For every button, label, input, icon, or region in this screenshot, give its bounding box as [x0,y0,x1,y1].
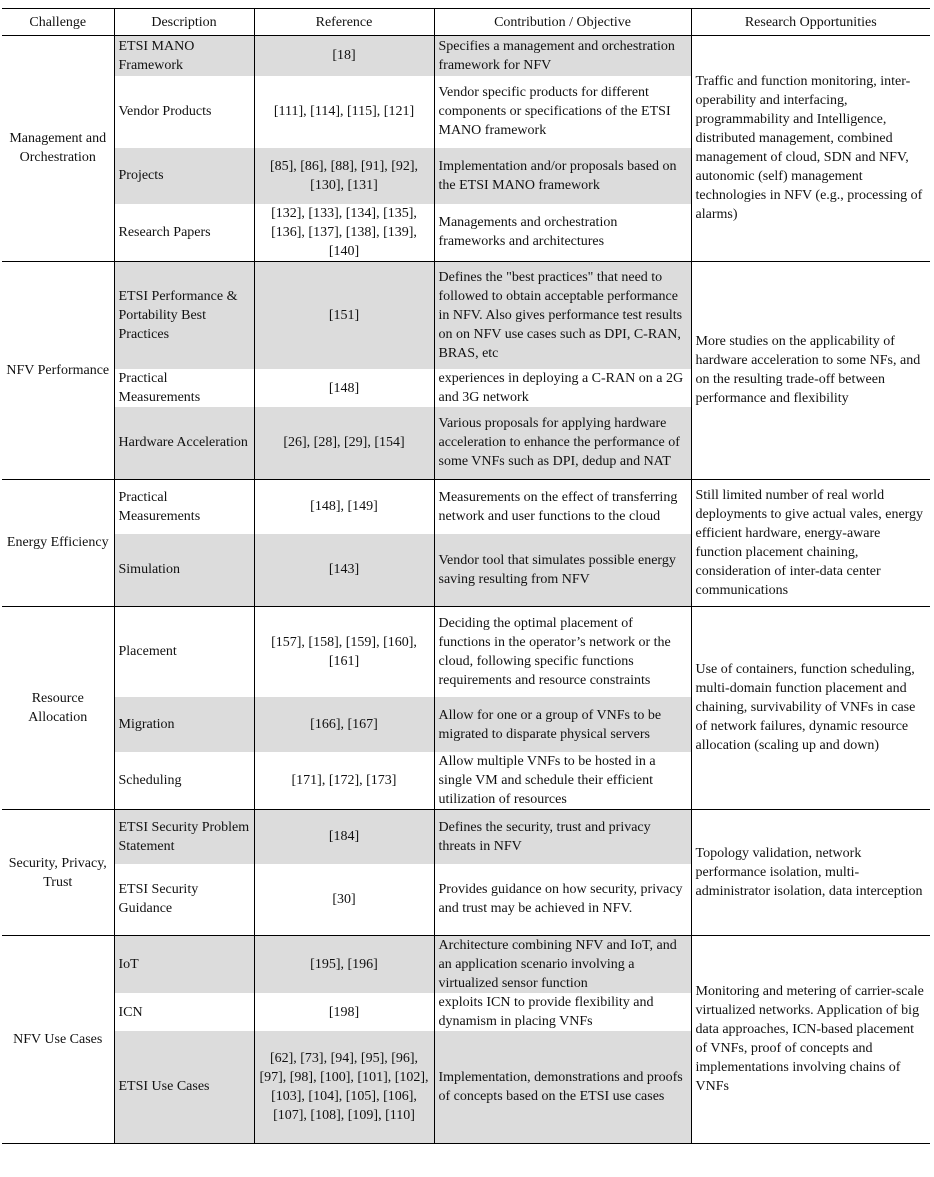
description-cell: ETSI Security Guidance [114,864,254,936]
description-cell: ETSI Security Problem Statement [114,810,254,864]
reference-cell: [166], [167] [254,697,434,752]
description-cell: Practical Measurements [114,479,254,534]
contribution-cell: experiences in deploying a C-RAN on a 2G and 3G network [434,369,691,407]
description-cell: Hardware Acceleration [114,407,254,479]
research-table-container [2,8,930,1144]
contribution-cell: Defines the security, trust and privacy threats in NFV [434,810,691,864]
contribution-cell: Vendor tool that simulates possible energy saving resulting from NFV [434,534,691,606]
opportunities-cell: Topology validation, network performance isolation, multi-administrator isolation, data interception [691,810,930,936]
reference-cell: [195], [196] [254,936,434,994]
nfv-challenges-table [2,8,930,1144]
header-challenge: Challenge [2,9,114,36]
description-cell: IoT [114,936,254,994]
reference-cell: [62], [73], [94], [95], [96], [97], [98], [100], [101], [102], [103], [104], [105], [106], [107], [108], [109], [110] [254,1031,434,1143]
opportunities-cell: More studies on the applicability of hardware acceleration to some NFs, and on the resulting trade-off between performance and flexibility [691,261,930,479]
table-row [2,261,930,369]
reference-cell: [184] [254,810,434,864]
contribution-cell: Implementation and/or proposals based on the ETSI MANO framework [434,148,691,204]
reference-cell: [26], [28], [29], [154] [254,407,434,479]
opportunities-cell: Use of containers, function scheduling, multi-domain function placement and chaining, survivability of VNFs in case of network failures, dynamic resource allocation (scaling up and down) [691,606,930,810]
table-row [2,606,930,697]
reference-cell: [18] [254,36,434,76]
challenge-cell: NFV Use Cases [2,936,114,1144]
description-cell: Simulation [114,534,254,606]
contribution-cell: Architecture combining NFV and IoT, and an application scenario involving a virtualized sensor function [434,936,691,994]
header-contribution: Contribution / Objective [434,9,691,36]
description-cell: Projects [114,148,254,204]
challenge-cell: Resource Allocation [2,606,114,810]
contribution-cell: Managements and orchestration frameworks and architectures [434,204,691,262]
description-cell: Placement [114,606,254,697]
contribution-cell: exploits ICN to provide flexibility and dynamism in placing VNFs [434,993,691,1031]
reference-cell: [148], [149] [254,479,434,534]
reference-cell: [30] [254,864,434,936]
description-cell: ETSI Performance & Portability Best Practices [114,261,254,369]
header-description: Description [114,9,254,36]
table-row [2,810,930,864]
contribution-cell: Defines the "best practices" that need to followed to obtain acceptable performance in NFV. Also gives performance test results on on NFV use cases such as DPI, C-RAN, BRAS, etc [434,261,691,369]
reference-cell: [151] [254,261,434,369]
challenge-cell: Management and Orchestration [2,36,114,262]
description-cell: Scheduling [114,752,254,810]
contribution-cell: Specifies a management and orchestration framework for NFV [434,36,691,76]
description-cell: ETSI Use Cases [114,1031,254,1143]
reference-cell: [132], [133], [134], [135], [136], [137], [138], [139], [140] [254,204,434,262]
challenge-cell: Security, Privacy, Trust [2,810,114,936]
opportunities-cell: Monitoring and metering of carrier-scale virtualized networks. Application of big data approaches, ICN-based placement of VNFs, proof of concepts and implementations involving chains of VNFs [691,936,930,1144]
challenge-cell: Energy Efficiency [2,479,114,606]
reference-cell: [148] [254,369,434,407]
table-row [2,936,930,994]
header-reference: Reference [254,9,434,36]
contribution-cell: Allow multiple VNFs to be hosted in a single VM and schedule their efficient utilization of resources [434,752,691,810]
reference-cell: [111], [114], [115], [121] [254,76,434,148]
reference-cell: [198] [254,993,434,1031]
contribution-cell: Measurements on the effect of transferring network and user functions to the cloud [434,479,691,534]
description-cell: Research Papers [114,204,254,262]
opportunities-cell: Still limited number of real world deployments to give actual vales, energy efficient hardware, energy-aware function placement chaining, consideration of inter-data center communications [691,479,930,606]
description-cell: ETSI MANO Framework [114,36,254,76]
table-row [2,479,930,534]
contribution-cell: Provides guidance on how security, privacy and trust may be achieved in NFV. [434,864,691,936]
reference-cell: [157], [158], [159], [160], [161] [254,606,434,697]
description-cell: Practical Measurements [114,369,254,407]
reference-cell: [85], [86], [88], [91], [92], [130], [131] [254,148,434,204]
contribution-cell: Implementation, demonstrations and proofs of concepts based on the ETSI use cases [434,1031,691,1143]
description-cell: Migration [114,697,254,752]
reference-cell: [143] [254,534,434,606]
contribution-cell: Deciding the optimal placement of functions in the operator’s network or the cloud, following specific functions requirements and resource constraints [434,606,691,697]
contribution-cell: Allow for one or a group of VNFs to be migrated to disparate physical servers [434,697,691,752]
table-header-row [2,9,930,36]
table-row [2,36,930,76]
opportunities-cell: Traffic and function monitoring, inter-operability and interfacing, programmability and Intelligence, distributed management, combined management of cloud, SDN and NFV, autonomic (self) management technologies in NFV (e.g., processing of alarms) [691,36,930,262]
contribution-cell: Various proposals for applying hardware acceleration to enhance the performance of some VNFs such as DPI, dedup and NAT [434,407,691,479]
description-cell: ICN [114,993,254,1031]
contribution-cell: Vendor specific products for different components or specifications of the ETSI MANO framework [434,76,691,148]
reference-cell: [171], [172], [173] [254,752,434,810]
description-cell: Vendor Products [114,76,254,148]
header-opportunities: Research Opportunities [691,9,930,36]
table-body [2,36,930,1144]
challenge-cell: NFV Performance [2,261,114,479]
